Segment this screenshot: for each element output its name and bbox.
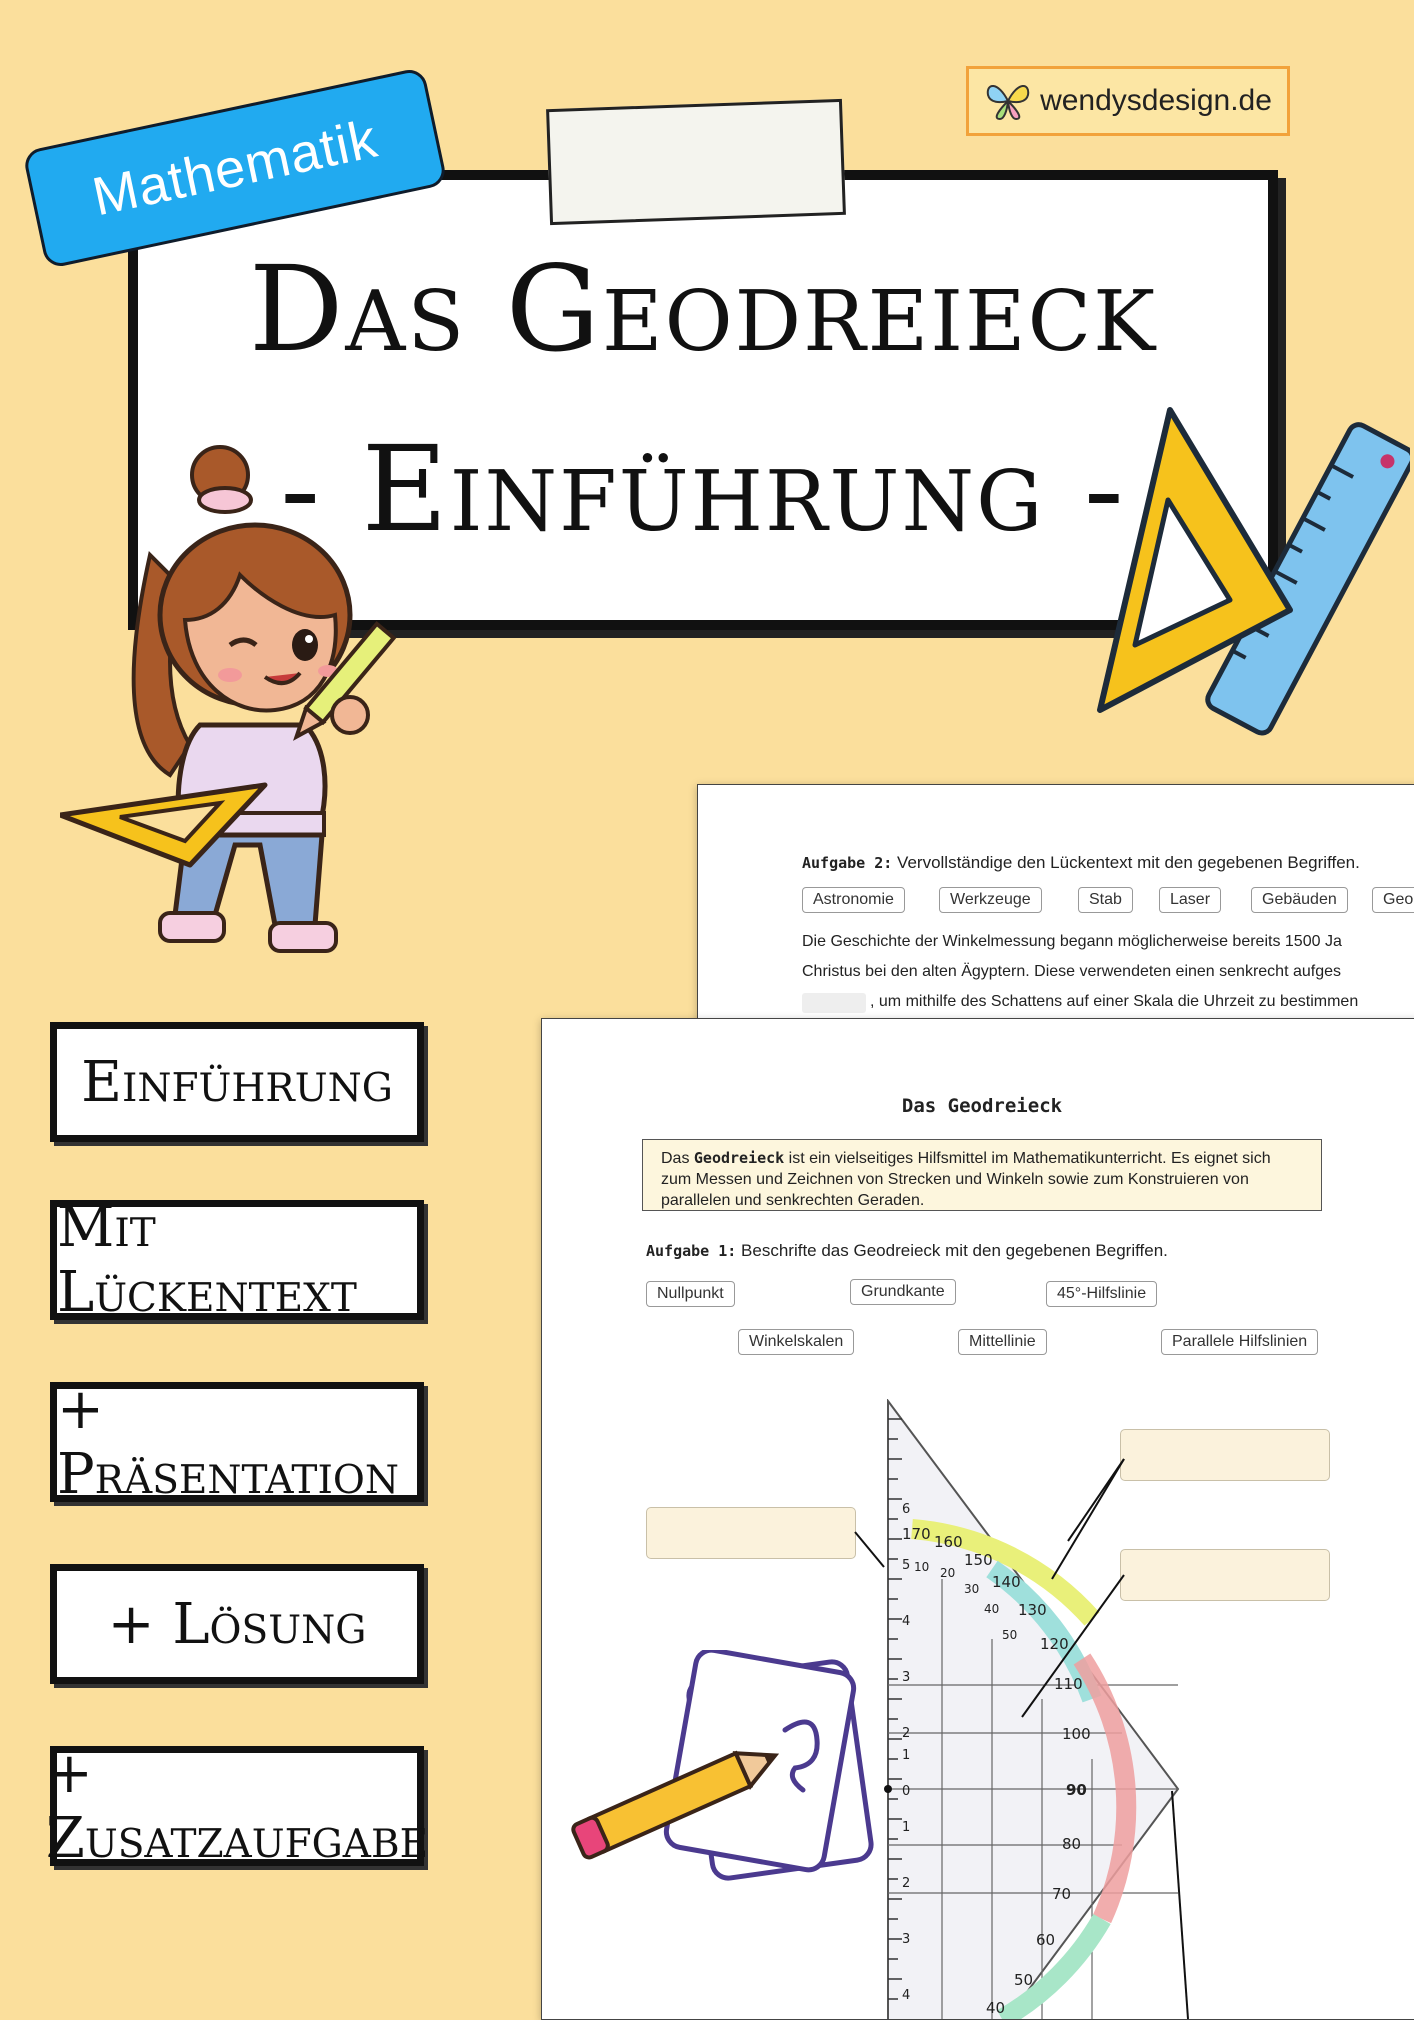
word-chip: Geo xyxy=(1372,887,1414,913)
word-chip: Werkzeuge xyxy=(939,887,1042,913)
angle-label: 140 xyxy=(992,1573,1021,1591)
scale-label: 4 xyxy=(902,1614,911,1629)
scale-label: 0 xyxy=(902,1784,911,1799)
task1-heading xyxy=(646,1241,1168,1261)
text-line: Christus bei den alten Ägyptern. Diese verwendeten einen senkrecht aufges xyxy=(802,963,1341,980)
menu-item-zusatzaufgabe[interactable] xyxy=(45,1741,429,1871)
scale-label: 3 xyxy=(902,1670,911,1685)
menu-item-praesentation[interactable] xyxy=(50,1377,424,1507)
brand-logo[interactable] xyxy=(966,66,1290,136)
menu-item-label: + Präsentation xyxy=(57,1377,399,1507)
tape-strip xyxy=(546,99,846,225)
scale-label: 1 xyxy=(902,1820,911,1835)
angle-label: 50 xyxy=(1014,1971,1034,1989)
menu-item-label: Einführung xyxy=(81,1049,393,1115)
angle-label: 90 xyxy=(1066,1781,1087,1799)
task2-text: Vervollständige den Lückentext mit den gegebenen Begriffen. xyxy=(897,853,1360,872)
term-chip: 45°-Hilfslinie xyxy=(1046,1281,1157,1307)
menu-item-loesung[interactable] xyxy=(50,1564,424,1684)
blank-gap xyxy=(802,993,866,1013)
subject-label: Mathematik xyxy=(87,108,383,228)
cards-pencil-illustration xyxy=(570,1650,900,1890)
butterfly-icon xyxy=(984,79,1032,123)
menu-item-lueckentext[interactable] xyxy=(50,1195,424,1325)
menu-item-label: + Lösung xyxy=(107,1591,367,1657)
angle-label: 10 xyxy=(914,1560,930,1574)
scale-label: 6 xyxy=(902,1502,911,1517)
word-chip: Laser xyxy=(1159,887,1221,913)
angle-label: 170 xyxy=(902,1525,931,1543)
worksheet-title: Das Geodreieck xyxy=(901,1095,1063,1117)
task2-label: Aufgabe 2: xyxy=(802,854,893,872)
page-title: Das Geodreieck xyxy=(248,240,1158,378)
scale-label: 4 xyxy=(902,1988,911,2003)
angle-label: 120 xyxy=(1040,1635,1069,1653)
intro-text: ist ein vielseitiges Hilfsmittel im Mathematikunterricht. Es eignet sich zum Messen und Zeichnen von Strecken und Winkeln sowie zum Konstruieren von parallelen und senkrechten Geraden. xyxy=(661,1150,1271,1209)
scale-label: 5 xyxy=(902,1558,911,1573)
term-chip: Winkelskalen xyxy=(738,1329,854,1355)
angle-label: 100 xyxy=(1062,1725,1091,1743)
task1-label: Aufgabe 1: xyxy=(646,1242,737,1260)
intro-box xyxy=(642,1139,1322,1211)
angle-label: 30 xyxy=(964,1582,980,1596)
term-chip: Grundkante xyxy=(850,1279,956,1305)
word-chip: Gebäuden xyxy=(1251,887,1348,913)
task2-heading xyxy=(802,853,1360,873)
angle-label: 50 xyxy=(1002,1628,1018,1642)
brand-name: wendysdesign.de xyxy=(1040,84,1272,117)
worksheet-preview-task2 xyxy=(697,784,1414,1022)
girl-character-illustration xyxy=(60,445,420,975)
text-line: , um mithilfe des Schattens auf einer Skala die Uhrzeit zu bestimmen xyxy=(870,993,1359,1010)
angle-label: 110 xyxy=(1054,1675,1083,1693)
menu-item-label: + Zusatzaufgabe xyxy=(45,1741,429,1871)
term-chip: Mittellinie xyxy=(958,1329,1047,1355)
task1-text: Beschrifte das Geodreieck mit den gegebenen Begriffen. xyxy=(741,1241,1168,1260)
scale-label: 2 xyxy=(902,1726,911,1741)
angle-label: 40 xyxy=(986,1999,1006,2017)
angle-label: 70 xyxy=(1052,1885,1072,1903)
angle-label: 160 xyxy=(934,1533,963,1551)
angle-label: 80 xyxy=(1062,1835,1082,1853)
angle-label: 60 xyxy=(1036,1931,1056,1949)
intro-keyword: Geodreieck xyxy=(693,1149,785,1167)
scale-label: 3 xyxy=(902,1932,911,1947)
word-chip: Stab xyxy=(1078,887,1133,913)
term-chip: Nullpunkt xyxy=(646,1281,735,1307)
intro-text: Das xyxy=(661,1150,694,1167)
scale-label: 2 xyxy=(902,1876,911,1891)
scale-label: 1 xyxy=(902,1748,911,1763)
angle-label: 40 xyxy=(984,1602,1000,1616)
text-line: Die Geschichte der Winkelmessung begann möglicherweise bereits 1500 Ja xyxy=(802,933,1342,950)
set-square-ruler-illustration xyxy=(1080,390,1410,770)
menu-item-label: Mit Lückentext xyxy=(57,1195,357,1325)
page-subtitle: - Einführung - xyxy=(280,420,1126,558)
term-chip: Parallele Hilfslinien xyxy=(1161,1329,1318,1355)
menu-item-einfuehrung[interactable] xyxy=(50,1022,424,1142)
angle-label: 130 xyxy=(1018,1601,1047,1619)
angle-label: 20 xyxy=(940,1566,956,1580)
word-chip: Astronomie xyxy=(802,887,905,913)
angle-label: 150 xyxy=(964,1551,993,1569)
